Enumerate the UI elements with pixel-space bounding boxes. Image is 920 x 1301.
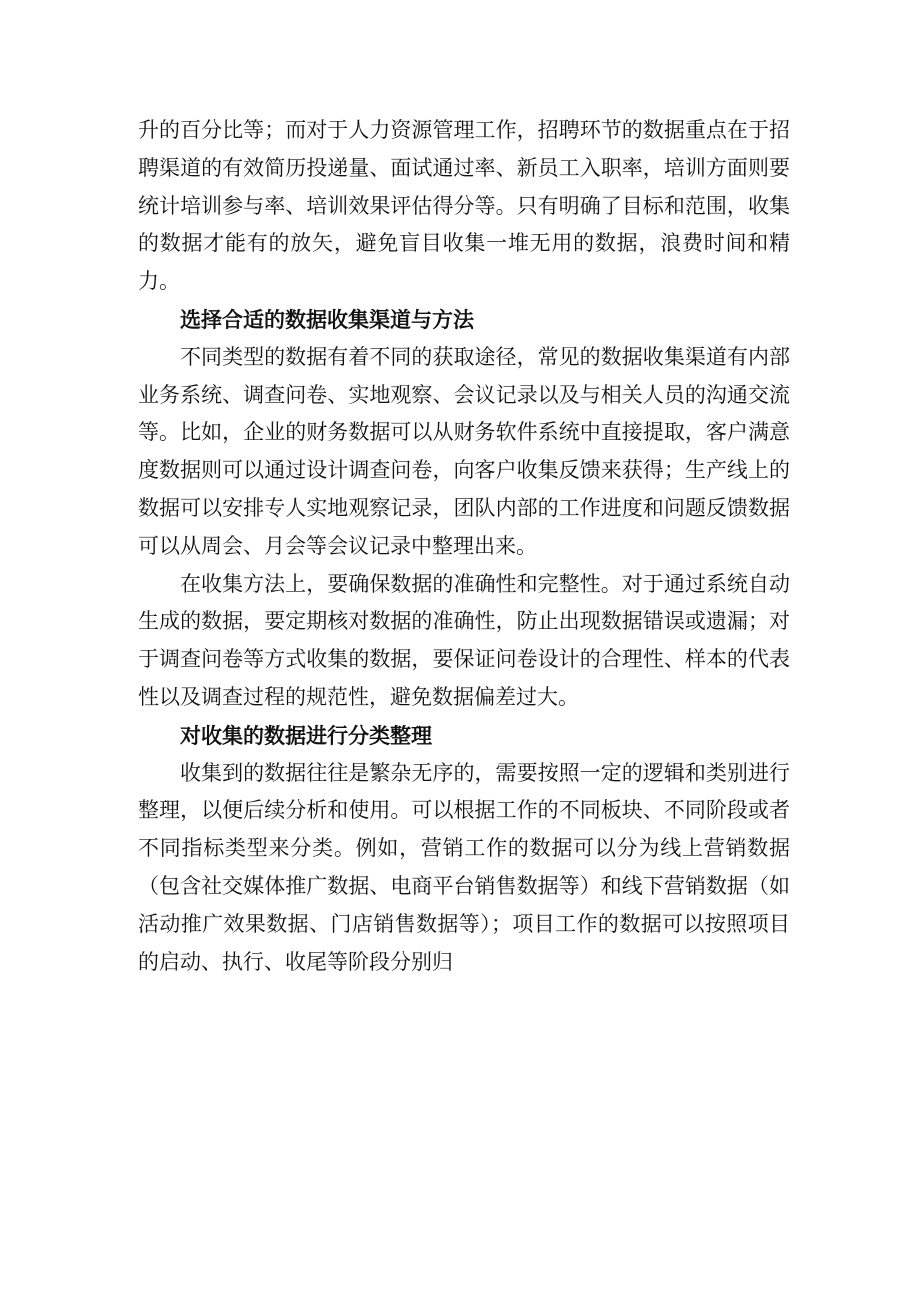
section-heading-classification: 对收集的数据进行分类整理	[180, 722, 432, 748]
paragraph-collection-channels: 不同类型的数据有着不同的获取途径，常见的数据收集渠道有内部业务系统、调查问卷、实地观察、会议记录以及与相关人员的沟通交流等。比如，企业的财务数据可以从财务软件系统中直接提取，客户满意度数据则可以通过设计调查问卷，向客户收集反馈来获得；生产线上的数据可以安排专人实地观察记录，团队内部的工作进度和问题反馈数据可以从周会、月会等会议记录中整理出来。	[138, 344, 790, 558]
paragraph-goals-scope: 升的百分比等；而对于人力资源管理工作，招聘环节的数据重点在于招聘渠道的有效简历投递量、面试通过率、新员工入职率，培训方面则要统计培训参与率、培训效果评估得分等。只有明确了目标和范围，收集的数据才能有的放矢，避免盲目收集一堆无用的数据，浪费时间和精力。	[138, 118, 790, 294]
section-heading-collection-channels: 选择合适的数据收集渠道与方法	[180, 306, 474, 332]
paragraph-classification: 收集到的数据往往是繁杂无序的，需要按照一定的逻辑和类别进行整理，以便后续分析和使用。可以根据工作的不同板块、不同阶段或者不同指标类型来分类。例如，营销工作的数据可以分为线上营销数据（包含社交媒体推广数据、电商平台销售数据等）和线下营销数据（如活动推广效果数据、门店销售数据等）；项目工作的数据可以按照项目的启动、执行、收尾等阶段分别归	[138, 760, 790, 974]
document-body	[138, 112, 790, 981]
paragraph-collection-methods: 在收集方法上，要确保数据的准确性和完整性。对于通过系统自动生成的数据，要定期核对数据的准确性，防止出现数据错误或遗漏；对于调查问卷等方式收集的数据，要保证问卷设计的合理性、样本的代表性以及调查过程的规范性，避免数据偏差过大。	[138, 571, 790, 709]
